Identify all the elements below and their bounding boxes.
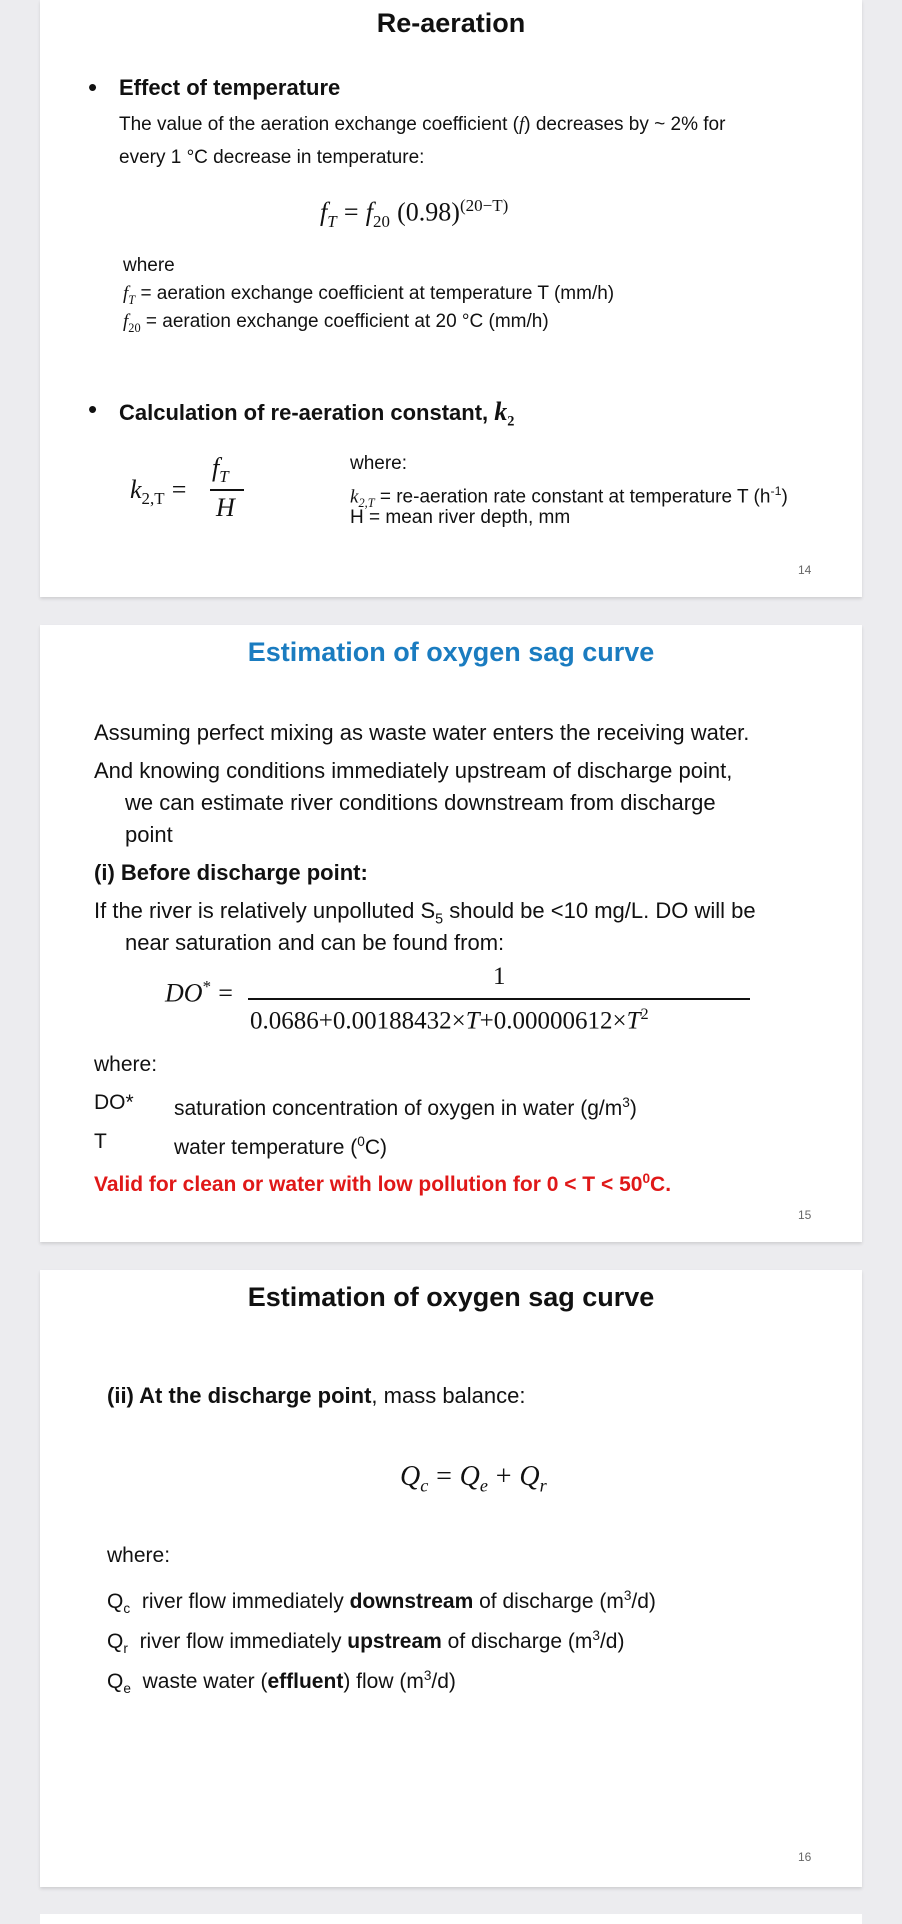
bullet-dot: •	[88, 394, 98, 424]
definition-symbol: DO*	[94, 1091, 134, 1114]
equation-temperature-correction: $f_T = f_{20}$ $(0.98)^{(20-T)}$	[320, 196, 509, 231]
definition: $f_{20}$ = aeration exchange coefficient at 20 °C (mm/h)	[123, 311, 549, 335]
paragraph: Assuming perfect mixing as waste water enters the receiving water.	[94, 720, 750, 745]
where-label: where	[123, 255, 175, 276]
slide-16	[40, 1270, 862, 1887]
bullet-heading: Effect of temperature	[119, 75, 341, 100]
equation-k2-denominator: H	[216, 493, 235, 522]
equation-k2-lhs: $k_{2,T}$ =	[130, 475, 187, 509]
definition: saturation concentration of oxygen in water $(g/m^3)$	[174, 1095, 637, 1120]
slide-title: Estimation of oxygen sag curve	[247, 637, 655, 667]
equation-k2-numerator: $f_T$	[212, 453, 229, 487]
page-number: 15	[798, 1208, 812, 1222]
equation-mass-balance: $Q_c = Q_e + Q_r$	[400, 1461, 547, 1496]
equation-do-numerator: 1	[493, 963, 506, 990]
fraction-bar	[248, 998, 750, 1000]
definition: $f_T$ = aeration exchange coefficient at temperature T (mm/h)	[123, 283, 615, 307]
definition: $Q_c$ river flow immediately downstream of discharge $(m^3/d)$	[107, 1588, 656, 1617]
bullet-heading: Calculation of re-aeration constant, $k_2$	[119, 397, 515, 430]
slide-17-edge	[40, 1914, 862, 1924]
paragraph: The value of the aeration exchange coefficient (f) decreases by ~ 2% for	[119, 114, 726, 135]
slide-title: Estimation of oxygen sag curve	[247, 1282, 655, 1312]
definition: $k_{2,T}$ = re-aeration rate constant at temperature T $(h^{-1})$	[350, 484, 788, 511]
section-heading: (ii) At the discharge point, mass balance:	[107, 1383, 526, 1408]
paragraph: near saturation and can be found from:	[125, 930, 505, 955]
bullet-dot: •	[88, 72, 98, 102]
where-label: where:	[107, 1544, 171, 1567]
equation-do-lhs: DO* =	[165, 977, 233, 1008]
definition: H = mean river depth, mm	[350, 507, 571, 528]
fraction-bar	[210, 489, 244, 491]
where-label: where:	[94, 1053, 158, 1076]
paragraph: And knowing conditions immediately upstream of discharge point,	[94, 758, 733, 783]
sub-heading: (i) Before discharge point:	[94, 860, 368, 885]
slide-title: Re-aeration	[376, 8, 526, 38]
definition-symbol: T	[94, 1130, 107, 1153]
definition: water temperature ($^0$C)	[174, 1134, 388, 1159]
paragraph: every 1 °C decrease in temperature:	[119, 147, 425, 168]
equation-do-denominator: $0.0686+0.00188432\times T+0.00000612\times T^2$	[250, 1005, 649, 1035]
definition: $Q_e$ waste water (effluent) flow $(m^3/d)$	[107, 1668, 456, 1697]
validity-note: Valid for clean or water with low pollution for $0 < T < 50^0C$.	[94, 1171, 672, 1196]
definition: $Q_r$ river flow immediately upstream of discharge $(m^3/d)$	[107, 1628, 625, 1657]
paragraph: point	[125, 822, 173, 847]
where-label: where:	[350, 453, 408, 474]
page-number: 16	[798, 1850, 812, 1864]
paragraph: we can estimate river conditions downstream from discharge	[125, 790, 716, 815]
page-number: 14	[798, 563, 812, 577]
paragraph: If the river is relatively unpolluted $S_5$ should be <10 mg/L. DO will be	[94, 898, 756, 928]
